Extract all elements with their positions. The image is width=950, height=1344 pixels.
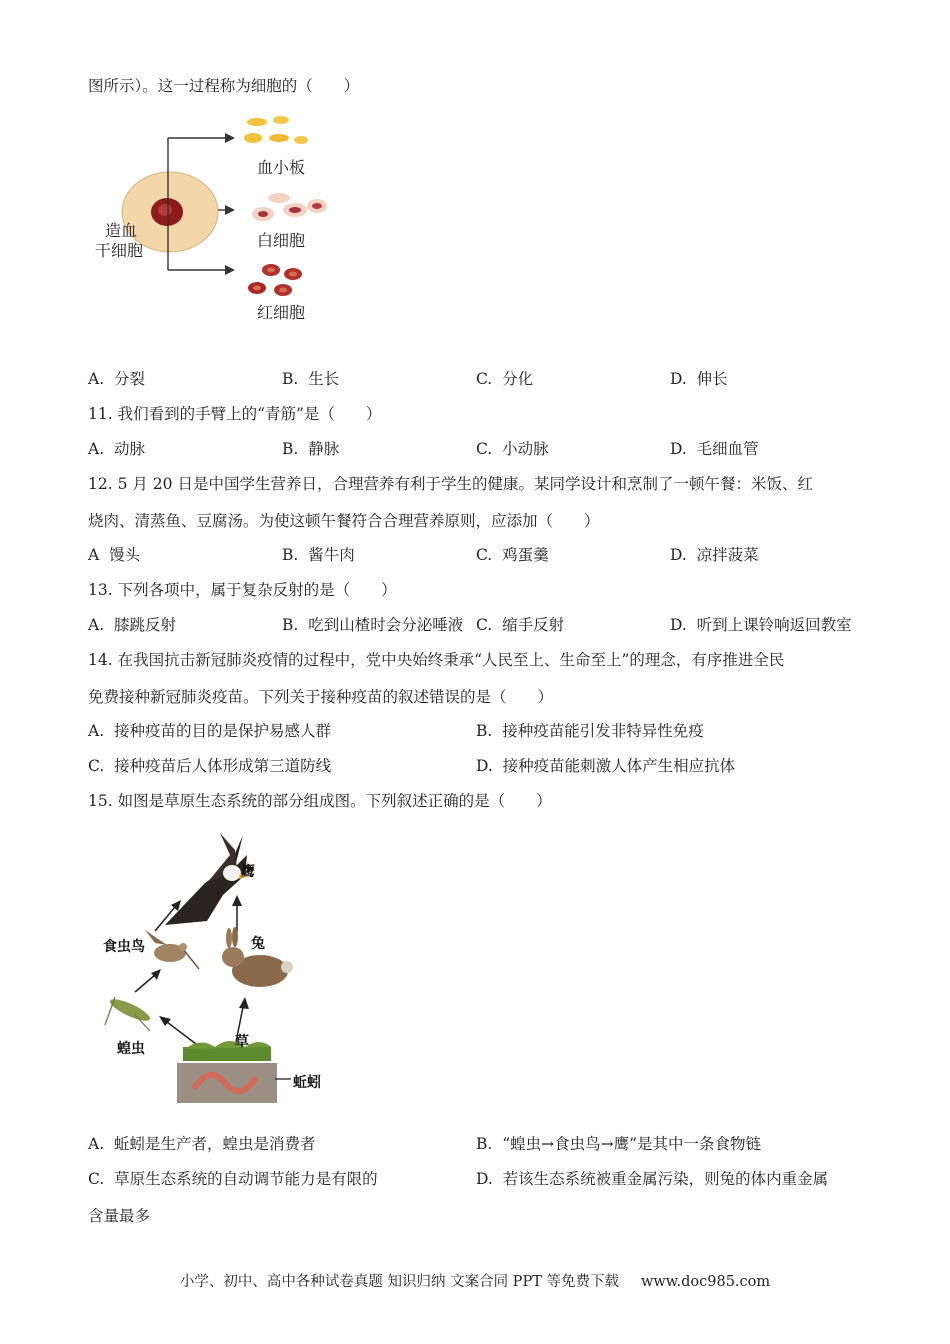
q10-option-c[interactable]: C. 分化 [476,370,534,388]
q10-stem-tail: 图所示）。这一过程称为细胞的（ ） [88,77,360,95]
q11-stem: 11. 我们看到的手臂上的“青筋”是（ ） [88,405,382,423]
q15-option-a[interactable]: A. 蚯蚓是生产者，蝗虫是消费者 [88,1135,316,1153]
page-footer [0,1270,950,1291]
grass-label: 草 [235,1034,249,1050]
q14-option-b[interactable]: B. 接种疫苗能引发非特异性免疫 [476,722,704,740]
q14-option-a[interactable]: A. 接种疫苗的目的是保护易感人群 [88,722,331,740]
insectivorous-bird-icon [145,930,199,969]
white-cell-icon [252,193,327,221]
q15-option-c[interactable]: C. 草原生态系统的自动调节能力是有限的 [88,1170,378,1188]
eagle-icon [165,833,247,925]
q12-option-b[interactable]: B. 酱牛肉 [282,546,355,564]
bird-label: 食虫鸟 [103,939,145,955]
stem-cell-label-2: 干细胞 [95,241,144,260]
q11-option-a[interactable]: A. 动脉 [88,440,145,458]
q14-stem-line2: 免费接种新冠肺炎疫苗。下列关于接种疫苗的叙述错误的是（ ） [88,688,554,706]
q15-option-d[interactable]: D. 若该生态系统被重金属污染，则兔的体内重金属 [476,1170,829,1188]
stem-cell-label-1: 造血 [105,221,138,240]
stem-cell-diagram [95,110,355,330]
q10-option-a[interactable]: A. 分裂 [88,370,145,388]
food-web-svg [95,825,335,1110]
q13-stem: 13. 下列各项中，属于复杂反射的是（ ） [88,581,397,599]
earthworm-label: 蚯蚓 [293,1075,321,1091]
q14-option-c[interactable]: C. 接种疫苗后人体形成第三道防线 [88,757,332,775]
q14-option-d[interactable]: D. 接种疫苗能刺激人体产生相应抗体 [476,757,736,775]
q12-stem-line2: 烧肉、清蒸鱼、豆腐汤。为使这顿午餐符合合理营养原则，应添加（ ） [88,512,600,530]
q15-option-b[interactable]: B. “蝗虫→食虫鸟→鹰”是其中一条食物链 [476,1135,762,1153]
white-cell-label: 白细胞 [257,231,306,250]
food-web-diagram [95,825,335,1110]
q12-option-c[interactable]: C. 鸡蛋羹 [476,546,549,564]
platelet-label: 血小板 [257,158,306,177]
red-cell-label: 红细胞 [257,303,306,322]
q13-option-d[interactable]: D. 听到上课铃响返回教室 [670,616,852,634]
locust-label: 蝗虫 [117,1041,145,1057]
red-cell-icon [248,264,302,296]
footer-text: 小学、初中、高中各种试卷真题 知识归纳 文案合同 PPT 等免费下载 [179,1274,619,1290]
q12-stem-line1: 12. 5 月 20 日是中国学生营养日，合理营养有利于学生的健康。某同学设计和烹制了一顿午餐：米饭、红 [88,475,813,493]
footer-url[interactable]: www.doc985.com [640,1274,771,1290]
q12-option-a[interactable]: A 馒头 [88,546,141,564]
rabbit-label: 兔 [251,936,265,952]
q11-option-d[interactable]: D. 毛细血管 [670,440,759,458]
q13-option-a[interactable]: A. 膝跳反射 [88,616,176,634]
q14-stem-line1: 14. 在我国抗击新冠肺炎疫情的过程中，党中央始终秉承“人民至上、生命至上”的理念，有序推进全民 [88,651,785,669]
q15-stem: 15. 如图是草原生态系统的部分组成图。下列叙述正确的是（ ） [88,792,552,810]
q13-option-b[interactable]: B. 吃到山楂时会分泌唾液 [282,616,464,634]
q10-option-b[interactable]: B. 生长 [282,370,340,388]
q11-option-c[interactable]: C. 小动脉 [476,440,549,458]
grass-icon [183,1041,271,1061]
q15-option-d-continued: 含量最多 [88,1207,151,1225]
earthworm-icon [177,1063,291,1103]
platelet-icon [244,116,308,144]
locust-icon [105,995,152,1031]
eagle-label: 鹰 [241,864,255,880]
q11-option-b[interactable]: B. 静脉 [282,440,340,458]
q13-option-c[interactable]: C. 缩手反射 [476,616,565,634]
q10-option-d[interactable]: D. 伸长 [670,370,728,388]
q12-option-d[interactable]: D. 凉拌菠菜 [670,546,759,564]
